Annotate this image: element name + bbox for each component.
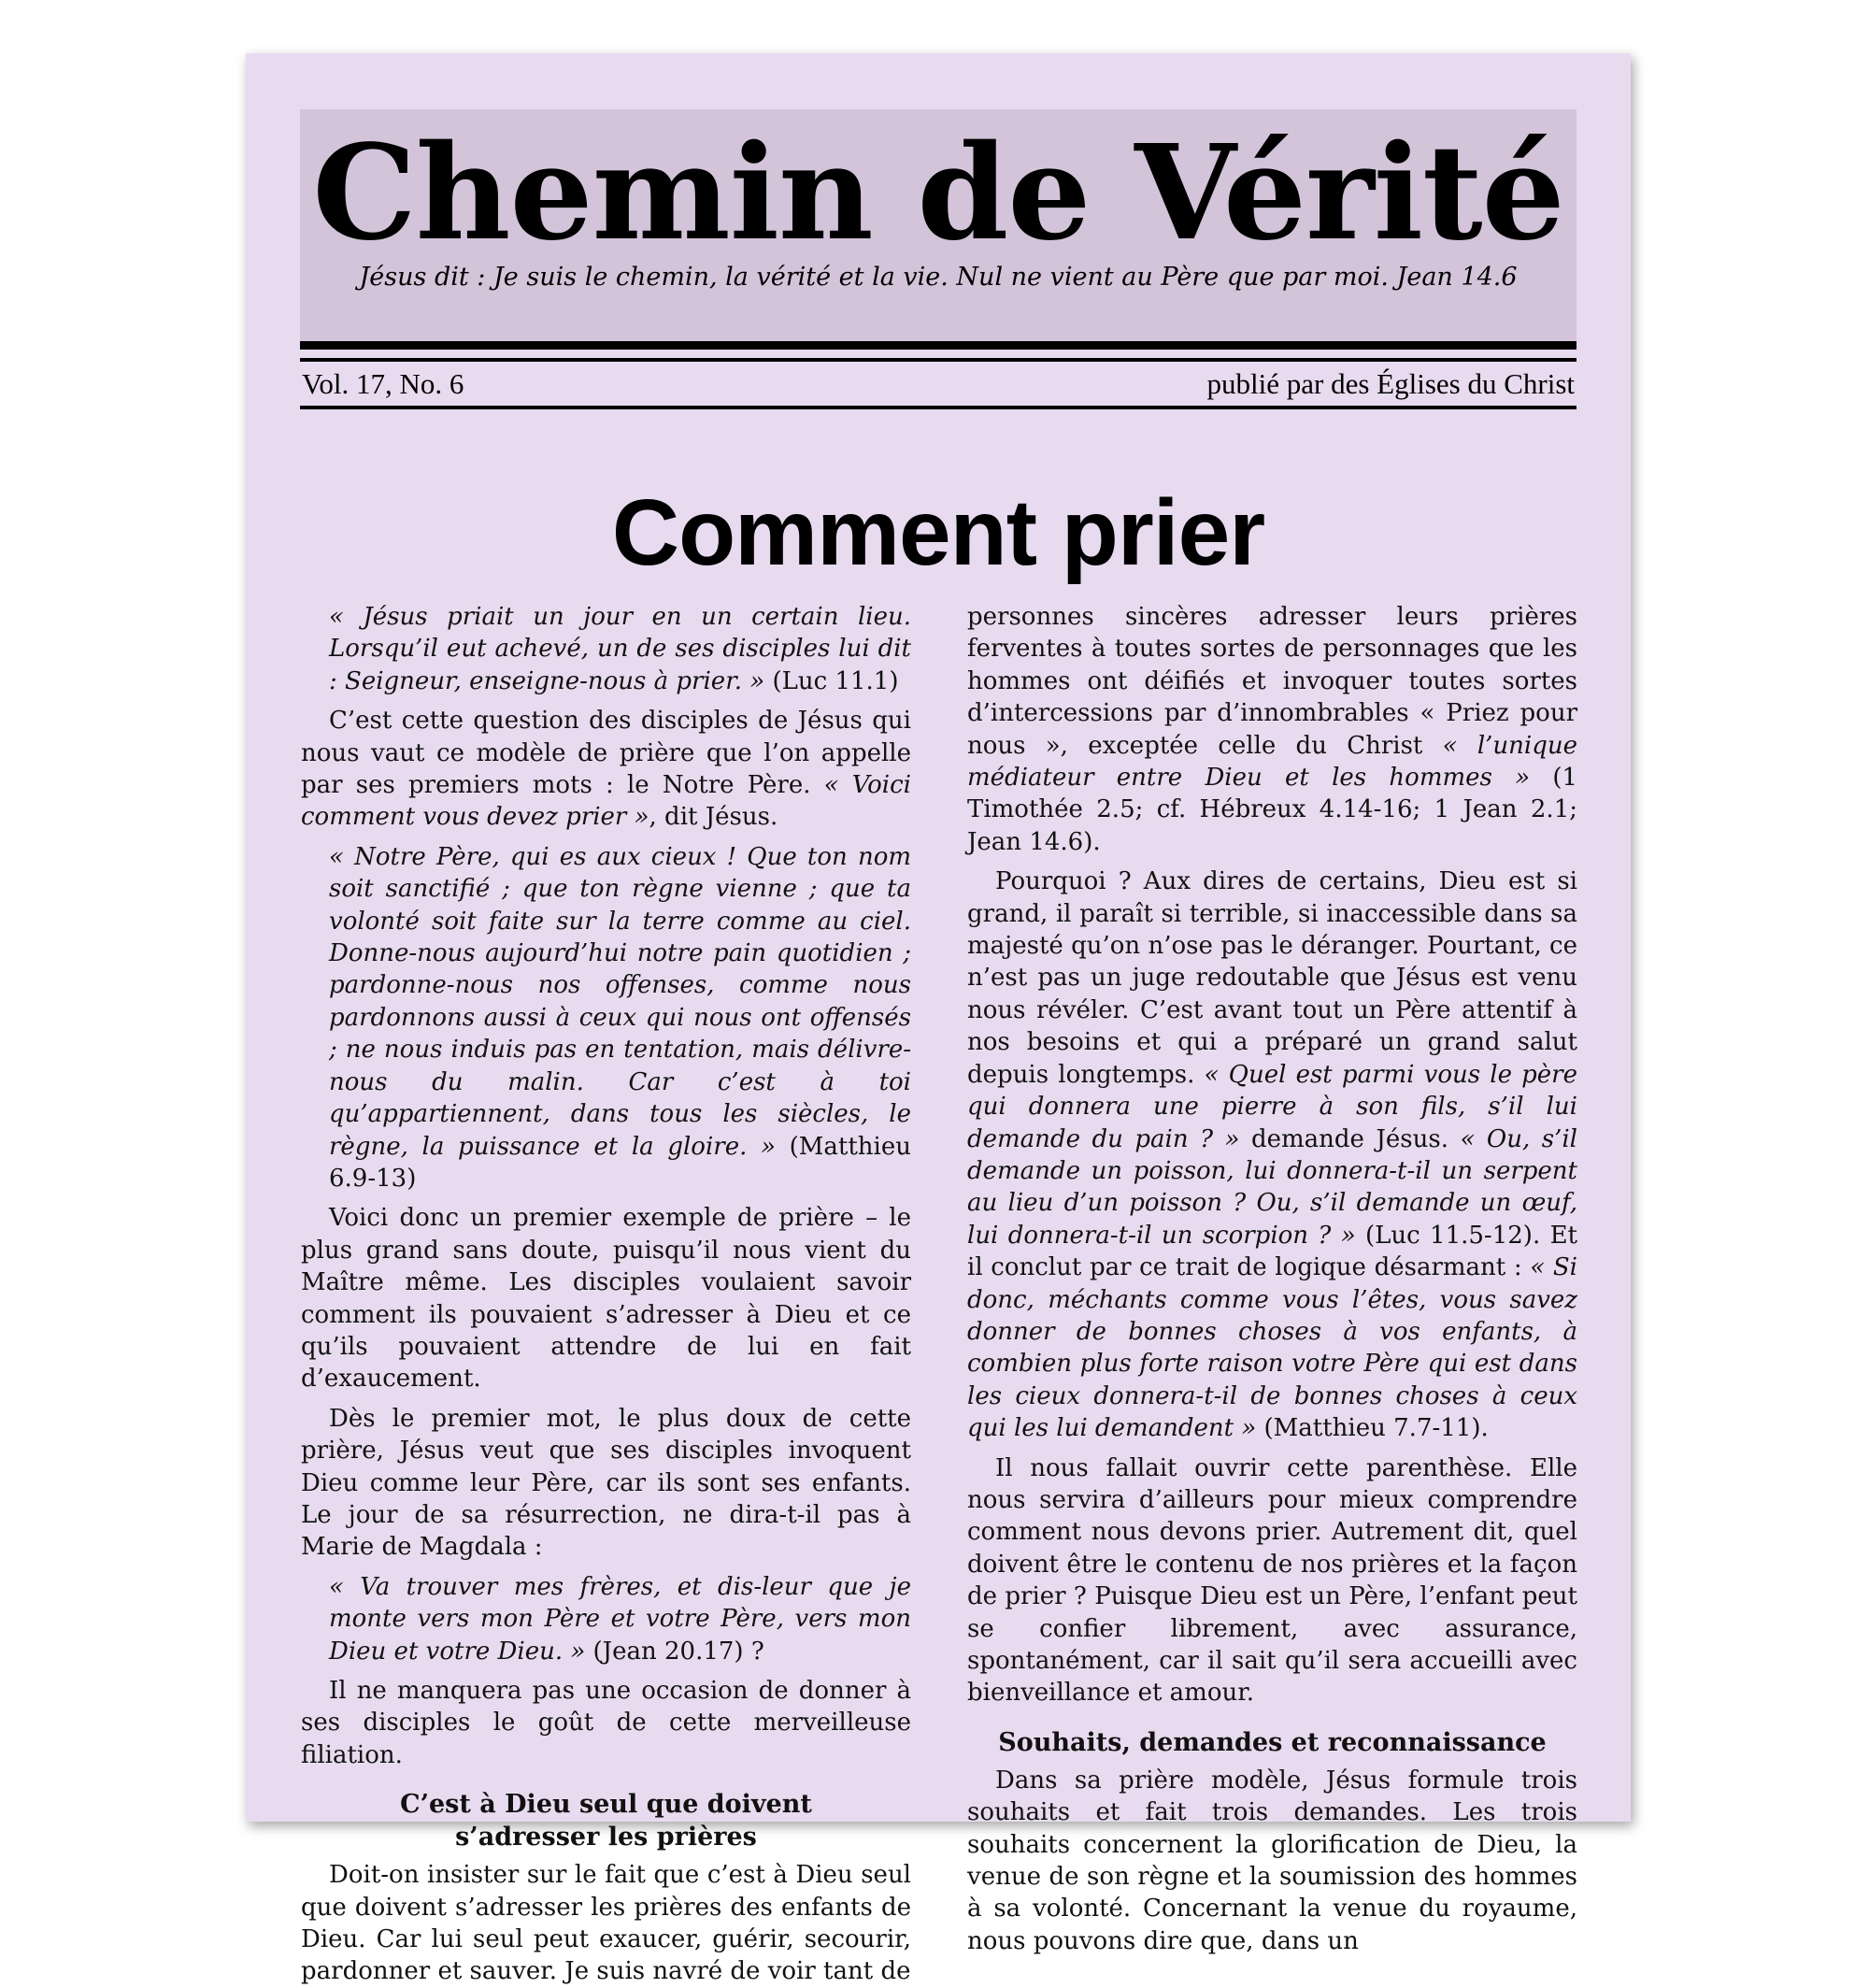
- section-heading: C’est à Dieu seul que doivent s’adresser les prières: [400, 1790, 812, 1852]
- paragraph: Doit-on insister sur le fait que c’est à Dieu seul que doivent s’adresser les prières des enfants de Dieu. Car lui seul peut exaucer, guérir, secourir, pardonner et sauver. Je suis navré de voir tant de: [301, 1861, 911, 1986]
- article-headline: Comment prier: [611, 480, 1265, 585]
- paragraph: [967, 601, 1577, 858]
- scripture-quote: [329, 601, 911, 697]
- paragraph-text: demande Jésus.: [1239, 1124, 1461, 1153]
- scripture-quote: [329, 1571, 911, 1667]
- paragraph-text: (Matthieu 7.7-11).: [1256, 1414, 1489, 1443]
- meta-top-rule: [300, 358, 1577, 362]
- paragraph: [967, 865, 1577, 1444]
- quote-reference: (Matthieu 6.9-13): [329, 1132, 911, 1193]
- quote-reference: (Luc 11.1): [764, 666, 899, 695]
- newsletter-page: [246, 53, 1631, 1986]
- issue-info-row: [300, 366, 1577, 402]
- paragraph-text: (1 Timothée 2.5; cf. Hébreux 4.14-16; 1 Jean 2.1; Jean 14.6).: [967, 764, 1578, 856]
- paragraph-text: Pourquoi ? Aux dires de certains, Dieu est si grand, il paraît si terrible, si inaccessible dans sa majesté qu’on n’ose pas le déranger. Pourtant, ce n’est pas un juge redoutable que Jésus est venu nous révéler. C’est avant tout un Père attentif à nos besoins et qui a préparé un grand salut depuis longtemps.: [967, 867, 1577, 1089]
- masthead-bottom-rule: [300, 341, 1577, 350]
- paragraph: Dans sa prière modèle, Jésus formule trois souhaits et fait trois demandes. Les trois souhaits concernent la glorification de Dieu, la venue de son règne et la soumission des hommes à sa volonté. Concernant la venue du royaume, nous pouvons dire que, dans un: [967, 1766, 1577, 1955]
- publisher-line: publié par des Églises du Christ: [1206, 367, 1575, 400]
- inline-quote: « l’unique médiateur entre Dieu et les hommes »: [967, 731, 1577, 793]
- masthead: [300, 109, 1577, 349]
- inline-quote: « Ou, s’il demande un poisson, lui donnera-t-il un serpent au lieu d’un poisson ? Ou, s’il demande un œuf, lui donnera-t-il un scorpion ? »: [967, 1124, 1577, 1250]
- inline-quote: « Quel est parmi vous le père qui donnera une pierre à son fils, s’il lui demande du pain ? »: [967, 1060, 1577, 1153]
- paragraph: Il nous fallait ouvrir cette parenthèse. Elle nous servira d’ailleurs pour mieux comprendre comment nous devons prier. Autrement dit, quel doivent être le contenu de nos prières et la façon de prier ? Puisque Dieu est un Père, l’enfant peut se confier librement, avec assurance, spontanément, car il sait qu’il sera accueilli avec bienveillance et amour.: [967, 1453, 1577, 1708]
- article-column-right: [967, 601, 1578, 1955]
- paragraph-text: , dit Jésus.: [649, 803, 778, 832]
- newsletter-motto: Jésus dit : Je suis le chemin, la vérité et la vie. Nul ne vient au Père que par moi. Jean 14.6: [359, 263, 1518, 292]
- section-heading: Souhaits, demandes et reconnaissance: [998, 1727, 1547, 1757]
- paragraph: Il ne manquera pas une occasion de donner à ses disciples le goût de cette merveilleuse filiation.: [301, 1677, 911, 1769]
- article-column-left: [301, 601, 911, 1986]
- paragraph: [301, 705, 911, 834]
- inline-quote: « Si donc, méchants comme vous l’êtes, vous savez donner de bonnes choses à vos enfants, à combien plus forte raison votre Père qui est dans les cieux donnera-t-il de bonnes choses à ceux qui les lui demandent »: [967, 1253, 1577, 1443]
- paragraph-text: personnes sincères adresser leurs prières ferventes à toutes sortes de personnages que les hommes ont déifiés et invoquer toutes sortes d’intercessions par d’innombrables « Priez pour nous », exceptée celle du Christ: [967, 603, 1577, 760]
- quote-reference: (Jean 20.17) ?: [585, 1637, 764, 1666]
- inline-quote: « Voici comment vous devez prier »: [301, 771, 911, 832]
- paragraph: Voici donc un premier exemple de prière – le plus grand sans doute, puisqu’il nous vient du Maître même. Les disciples voulaient savoir comment ils pouvaient s’adresser à Dieu et ce qu’ils pouvaient attendre de lui en fait d’exaucement.: [301, 1204, 911, 1394]
- quote-text: « Jésus priait un jour en un certain lieu. Lorsqu’il eut achevé, un de ses disciples lui dit : Seigneur, enseigne-nous à prier. »: [329, 603, 911, 695]
- quote-text: « Notre Père, qui es aux cieux ! Que ton nom soit sanctifié ; que ton règne vienne ; que ta volonté soit faite sur la terre comme au ciel. Donne-nous aujourd’hui notre pain quotidien ; pardonne-nous nos offenses, comme nous pardonnons aussi à ceux qui nous ont offensés ; ne nous induis pas en tentation, mais délivre-nous du malin. Car c’est à toi qu’appartiennent, dans tous les siècles, le règne, la puissance et la gloire. »: [329, 842, 911, 1161]
- newsletter-title: Chemin de Vérité: [312, 117, 1564, 270]
- meta-bottom-rule: [300, 406, 1577, 409]
- paragraph: Dès le premier mot, le plus doux de cette prière, Jésus veut que ses disciples invoquent Dieu comme leur Père, car ils sont ses enfants. Le jour de sa résurrection, ne dira-t-il pas à Marie de Magdala :: [301, 1404, 911, 1562]
- scripture-quote: [329, 841, 911, 1194]
- paragraph-text: C’est cette question des disciples de Jésus qui nous vaut ce modèle de prière que l’on appelle par ses premiers mots : le Notre Père.: [301, 707, 911, 800]
- quote-text: « Va trouver mes frères, et dis-leur que je monte vers mon Père et votre Père, vers mon Dieu et votre Dieu. »: [329, 1572, 911, 1666]
- volume-number: Vol. 17, No. 6: [302, 367, 464, 400]
- paragraph-text: (Luc 11.5-12). Et il conclut par ce trait de logique désarmant :: [967, 1221, 1577, 1282]
